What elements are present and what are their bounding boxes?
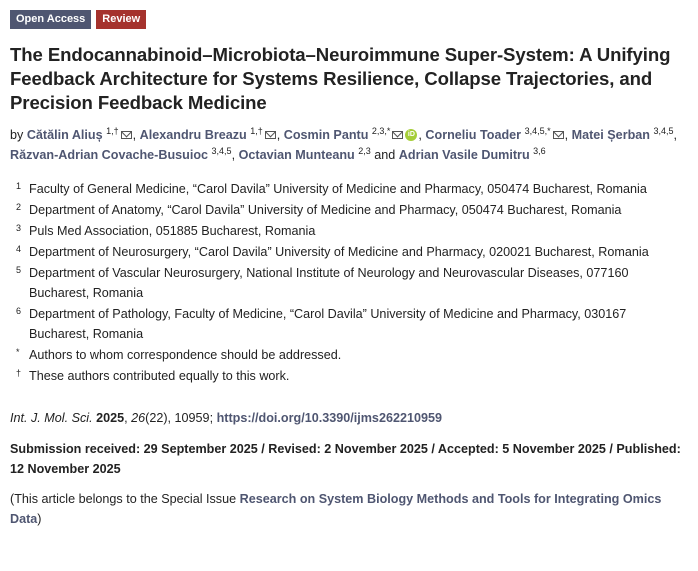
author-link-breazu[interactable]: Alexandru Breazu — [139, 128, 247, 142]
badge-row — [10, 10, 688, 29]
author-link-dumitru[interactable]: Adrian Vasile Dumitru — [398, 148, 530, 162]
author-sup: 3,6 — [533, 145, 546, 156]
and-label: and — [374, 148, 396, 162]
orcid-icon[interactable]: iD — [405, 129, 417, 141]
author-sup: 2,3 — [358, 145, 371, 156]
author-list: by Cătălin Aliuș $^{1,\dagger}$ , Alexandru Breazu $^{1,\dagger}$ , Cosmin Pantu $^{2,3,*}$ iD , Corneliu Toader $^{3,4,5,*}$ , Matei Șerban $^{3,4,5}$, Răzvan-Adrian Covache-Busuioc $^{3,4,5}$, Octavian Munteanu $^{2,3}$ and Adrian Vasile Dumitru $^{3,6}$ — [10, 125, 678, 162]
publication-dates: Submission received: 29 September 2025 / Revised: 2 November 2025 / Accepted: 5 November 2025 / Published: 12 November 2025 — [10, 442, 681, 476]
special-issue-link[interactable]: Research on System Biology Methods and Tools for Integrating Omics Data — [10, 492, 662, 526]
affiliation-text: Department of Pathology, Faculty of Medicine, “Carol Davila” University of Medicine and Pharmacy, 030167 Bucharest, Romania — [29, 307, 627, 341]
affiliation-item — [10, 366, 688, 386]
affiliation-list — [10, 179, 688, 386]
citation-issue: (22) — [145, 411, 168, 425]
citation: Int. J. Mol. Sci. 2025, 26(22), 10959; https://doi.org/10.3390/ijms262210959 — [10, 411, 442, 425]
author-sup: 3,4,5 — [211, 145, 232, 156]
author-sup: 2,3,* — [371, 125, 391, 136]
mail-icon[interactable] — [265, 131, 276, 139]
affiliation-item — [10, 263, 688, 303]
affiliation-text: Department of Anatomy, “Carol Davila” University of Medicine and Pharmacy, 050474 Bucharest, Romania — [29, 203, 622, 217]
article-title: The Endocannabinoid–Microbiota–Neuroimmune Super-System: A Unifying Feedback Architecture for Systems Resilience, Collapse Trajectories, and Precision Feedback Medicine — [10, 44, 671, 113]
citation-article: , 10959; — [167, 411, 217, 425]
affiliation-text: Department of Neurosurgery, “Carol Davila” University of Medicine and Pharmacy, 020021 Bucharest, Romania — [29, 245, 649, 259]
mail-icon[interactable] — [553, 131, 564, 139]
affiliation-item — [10, 200, 688, 220]
by-label: by — [10, 128, 24, 142]
affiliation-text: Department of Vascular Neurosurgery, National Institute of Neurology and Neurovascular Diseases, 077160 Bucharest, Romania — [29, 266, 629, 300]
journal-name: Int. J. Mol. Sci. — [10, 411, 93, 425]
special-issue-note — [10, 489, 688, 529]
affiliation-item — [10, 242, 688, 262]
author-sup: 3,4,5,* — [524, 125, 551, 136]
affiliation-number: 5 — [16, 265, 22, 275]
affiliation-text: Faculty of General Medicine, “Carol Davila” University of Medicine and Pharmacy, 050474 Bucharest, Romania — [29, 182, 647, 196]
author-link-covache-busuioc[interactable]: Răzvan-Adrian Covache-Busuioc — [10, 148, 209, 162]
affiliation-item — [10, 221, 688, 241]
author-sup: 3,4,5 — [653, 125, 674, 136]
author-sup: 1,† — [250, 125, 263, 136]
review-badge[interactable]: Review — [96, 10, 146, 29]
author-link-pantu[interactable]: Cosmin Pantu — [283, 128, 369, 142]
affiliation-number: 1 — [16, 181, 22, 191]
mail-icon[interactable] — [121, 131, 132, 139]
author-link-toader[interactable]: Corneliu Toader — [425, 128, 522, 142]
affiliation-text: Puls Med Association, 051885 Bucharest, Romania — [29, 224, 316, 238]
doi-link[interactable]: https://doi.org/10.3390/ijms262210959 — [216, 411, 442, 425]
special-issue-suffix: ) — [37, 512, 42, 526]
author-link-aliuș[interactable]: Cătălin Aliuș — [26, 128, 103, 142]
affiliation-number: † — [16, 368, 22, 378]
affiliation-item — [10, 179, 688, 199]
special-issue-prefix: (This article belongs to the Special Issue — [10, 492, 240, 506]
affiliation-number: 6 — [16, 306, 22, 316]
open-access-badge[interactable]: Open Access — [10, 10, 91, 29]
affiliation-item — [10, 304, 688, 344]
author-link-serban[interactable]: Matei Șerban — [571, 128, 650, 142]
citation-volume: 26 — [131, 411, 146, 425]
author-link-munteanu[interactable]: Octavian Munteanu — [238, 148, 355, 162]
affiliation-number: 2 — [16, 202, 22, 212]
affiliation-item — [10, 345, 688, 365]
author-sup: 1,† — [106, 125, 119, 136]
affiliation-number: 3 — [16, 223, 22, 233]
affiliation-text: These authors contributed equally to this work. — [29, 369, 290, 383]
affiliation-number: 4 — [16, 244, 22, 254]
citation-year: 2025 — [96, 411, 125, 425]
affiliation-text: Authors to whom correspondence should be addressed. — [29, 348, 342, 362]
affiliation-number: * — [16, 347, 20, 357]
mail-icon[interactable] — [392, 131, 403, 139]
